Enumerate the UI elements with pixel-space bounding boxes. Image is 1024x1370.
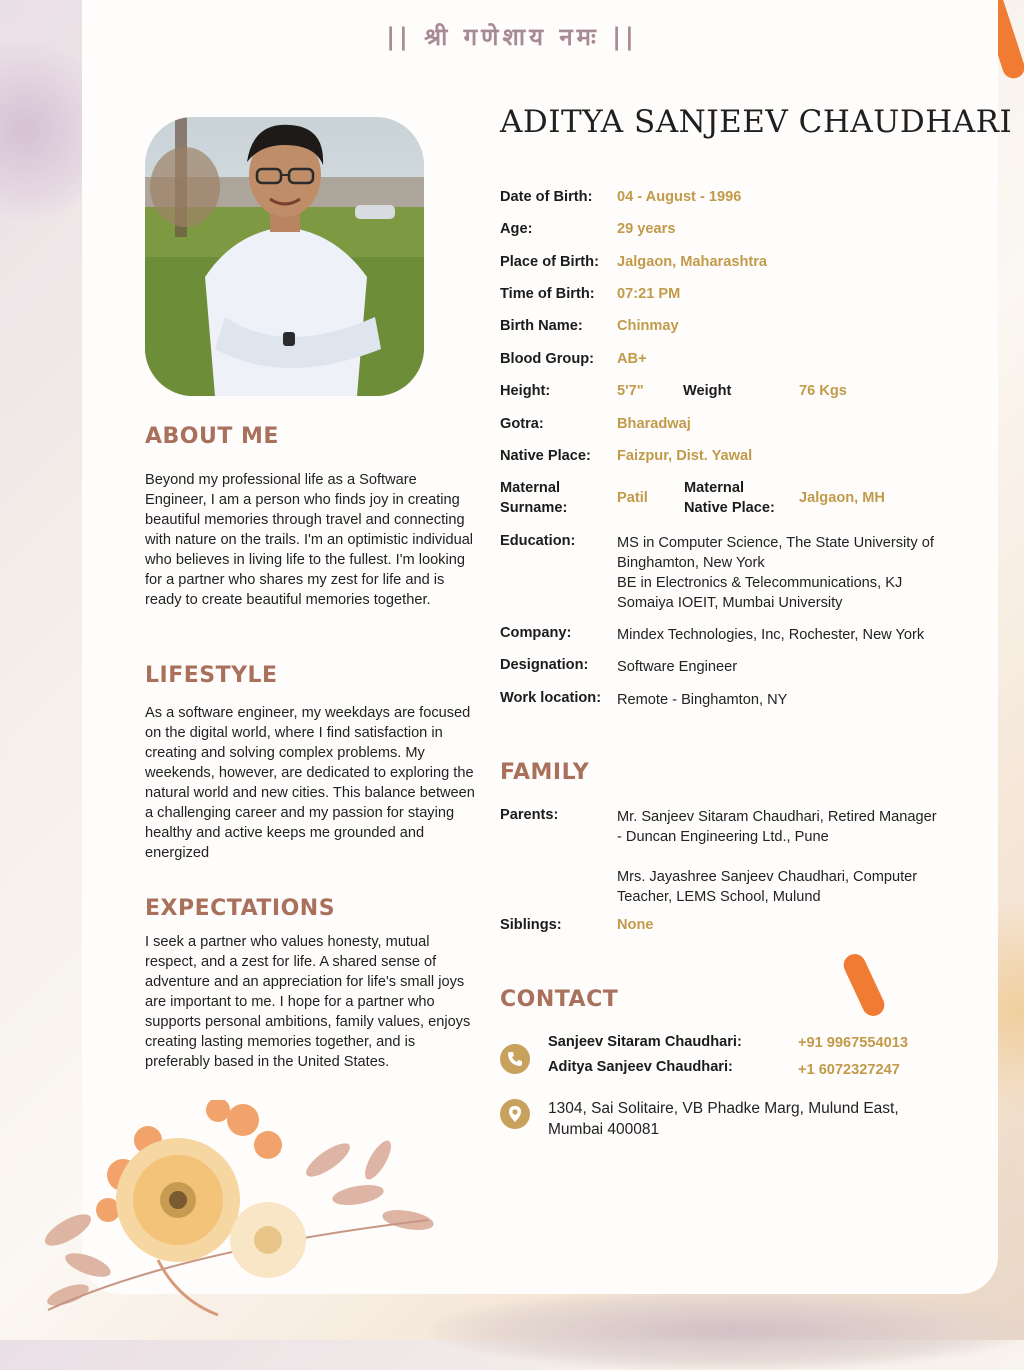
contact-title: CONTACT bbox=[500, 987, 619, 1012]
profile-photo bbox=[145, 117, 424, 396]
profile-name: ADITYA SANJEEV CHAUDHARI bbox=[500, 104, 1013, 140]
mother-info: Mrs. Jayashree Sanjeev Chaudhari, Computer Teacher, LEMS School, Mulund bbox=[617, 869, 918, 905]
father-info: Mr. Sanjeev Sitaram Chaudhari, Retired Manager - Duncan Engineering Ltd., Pune bbox=[617, 809, 937, 845]
invocation-text: || श्री गणेशाय नमः || bbox=[386, 23, 638, 51]
expectations-text: I seek a partner who values honesty, mutual respect, and a zest for life. A shared sense of adventure and an appreciation for life's small joys are important to me. I hope for a partner who supports personal ambitions, family values, enjoys creating lasting memories together, and is preferably based in the United States. bbox=[145, 934, 471, 1070]
contact-name-2: Aditya Sanjeev Chaudhari: bbox=[548, 1059, 733, 1075]
location-pin-icon bbox=[500, 1099, 530, 1129]
about-text: Beyond my professional life as a Software Engineer, I am a person who finds joy in creating beautiful memories through travel and connecting with nature on the trails. I'm an optimistic individual who believes in living life to the fullest. I'm looking for a partner who shares my zest for life and is ready to create beautiful memories together. bbox=[145, 472, 474, 608]
birthname-value: Chinmay bbox=[617, 318, 679, 334]
age-value: 29 years bbox=[617, 221, 676, 237]
msurname-label-line1: Maternal bbox=[500, 480, 561, 496]
parents-label: Parents: bbox=[500, 807, 559, 823]
height-value: 5'7" bbox=[617, 383, 644, 399]
gotra-value: Bharadwaj bbox=[617, 416, 691, 432]
blood-value: AB+ bbox=[617, 351, 647, 367]
height-label: Height: bbox=[500, 383, 551, 399]
worklocation-label: Work location: bbox=[500, 690, 602, 706]
lifestyle-title: LIFESTYLE bbox=[145, 663, 278, 688]
company-value: Mindex Technologies, Inc, Rochester, New York bbox=[617, 627, 925, 643]
contact-phone-1[interactable]: +91 9967554013 bbox=[798, 1035, 908, 1051]
contact-name-1: Sanjeev Sitaram Chaudhari: bbox=[548, 1034, 742, 1050]
flower-decoration bbox=[28, 1100, 448, 1330]
designation-value: Software Engineer bbox=[617, 659, 738, 675]
tob-value: 07:21 PM bbox=[617, 286, 681, 302]
weight-value: 76 Kgs bbox=[799, 383, 847, 399]
dob-label: Date of Birth: bbox=[500, 189, 593, 205]
gotra-label: Gotra: bbox=[500, 416, 544, 432]
about-title: ABOUT ME bbox=[145, 424, 279, 449]
family-title: FAMILY bbox=[500, 760, 590, 785]
msurname-label-line2: Surname: bbox=[500, 500, 568, 516]
contact-address: 1304, Sai Solitaire, VB Phadke Marg, Mulund East, Mumbai 400081 bbox=[548, 1100, 899, 1138]
company-label: Company: bbox=[500, 625, 572, 641]
phone-icon bbox=[500, 1044, 530, 1074]
education-label: Education: bbox=[500, 533, 576, 549]
designation-label: Designation: bbox=[500, 657, 589, 673]
watercolor-blob-bottom bbox=[430, 1290, 1024, 1370]
education-be: BE in Electronics & Telecommunications, KJ Somaiya IOEIT, Mumbai University bbox=[617, 575, 903, 611]
contact-phone-2[interactable]: +1 6072327247 bbox=[798, 1062, 900, 1078]
pob-label: Place of Birth: bbox=[500, 254, 599, 270]
age-label: Age: bbox=[500, 221, 533, 237]
siblings-value: None bbox=[617, 917, 654, 933]
tob-label: Time of Birth: bbox=[500, 286, 595, 302]
mnative-value: Jalgaon, MH bbox=[799, 490, 885, 506]
worklocation-value: Remote - Binghamton, NY bbox=[617, 692, 788, 708]
native-value: Faizpur, Dist. Yawal bbox=[617, 448, 753, 464]
pob-value: Jalgaon, Maharashtra bbox=[617, 254, 768, 270]
lifestyle-text: As a software engineer, my weekdays are focused on the digital world, where I find satisfaction in creating and solving complex problems. My weekends, however, are dedicated to exploring the natural world and new cities. This balance between a challenging career and my passion for staying healthy and active keeps me grounded and energized bbox=[145, 705, 475, 861]
msurname-value: Patil bbox=[617, 490, 648, 506]
blood-label: Blood Group: bbox=[500, 351, 595, 367]
expectations-title: EXPECTATIONS bbox=[145, 896, 336, 921]
native-label: Native Place: bbox=[500, 448, 591, 464]
birthname-label: Birth Name: bbox=[500, 318, 583, 334]
weight-label: Weight bbox=[683, 383, 732, 399]
dob-value: 04 - August - 1996 bbox=[617, 189, 742, 205]
mnative-label-line2: Native Place: bbox=[684, 500, 775, 516]
mnative-label-line1: Maternal bbox=[684, 480, 745, 496]
siblings-label: Siblings: bbox=[500, 917, 562, 933]
education-ms: MS in Computer Science, The State University of Binghamton, New York bbox=[617, 535, 934, 571]
